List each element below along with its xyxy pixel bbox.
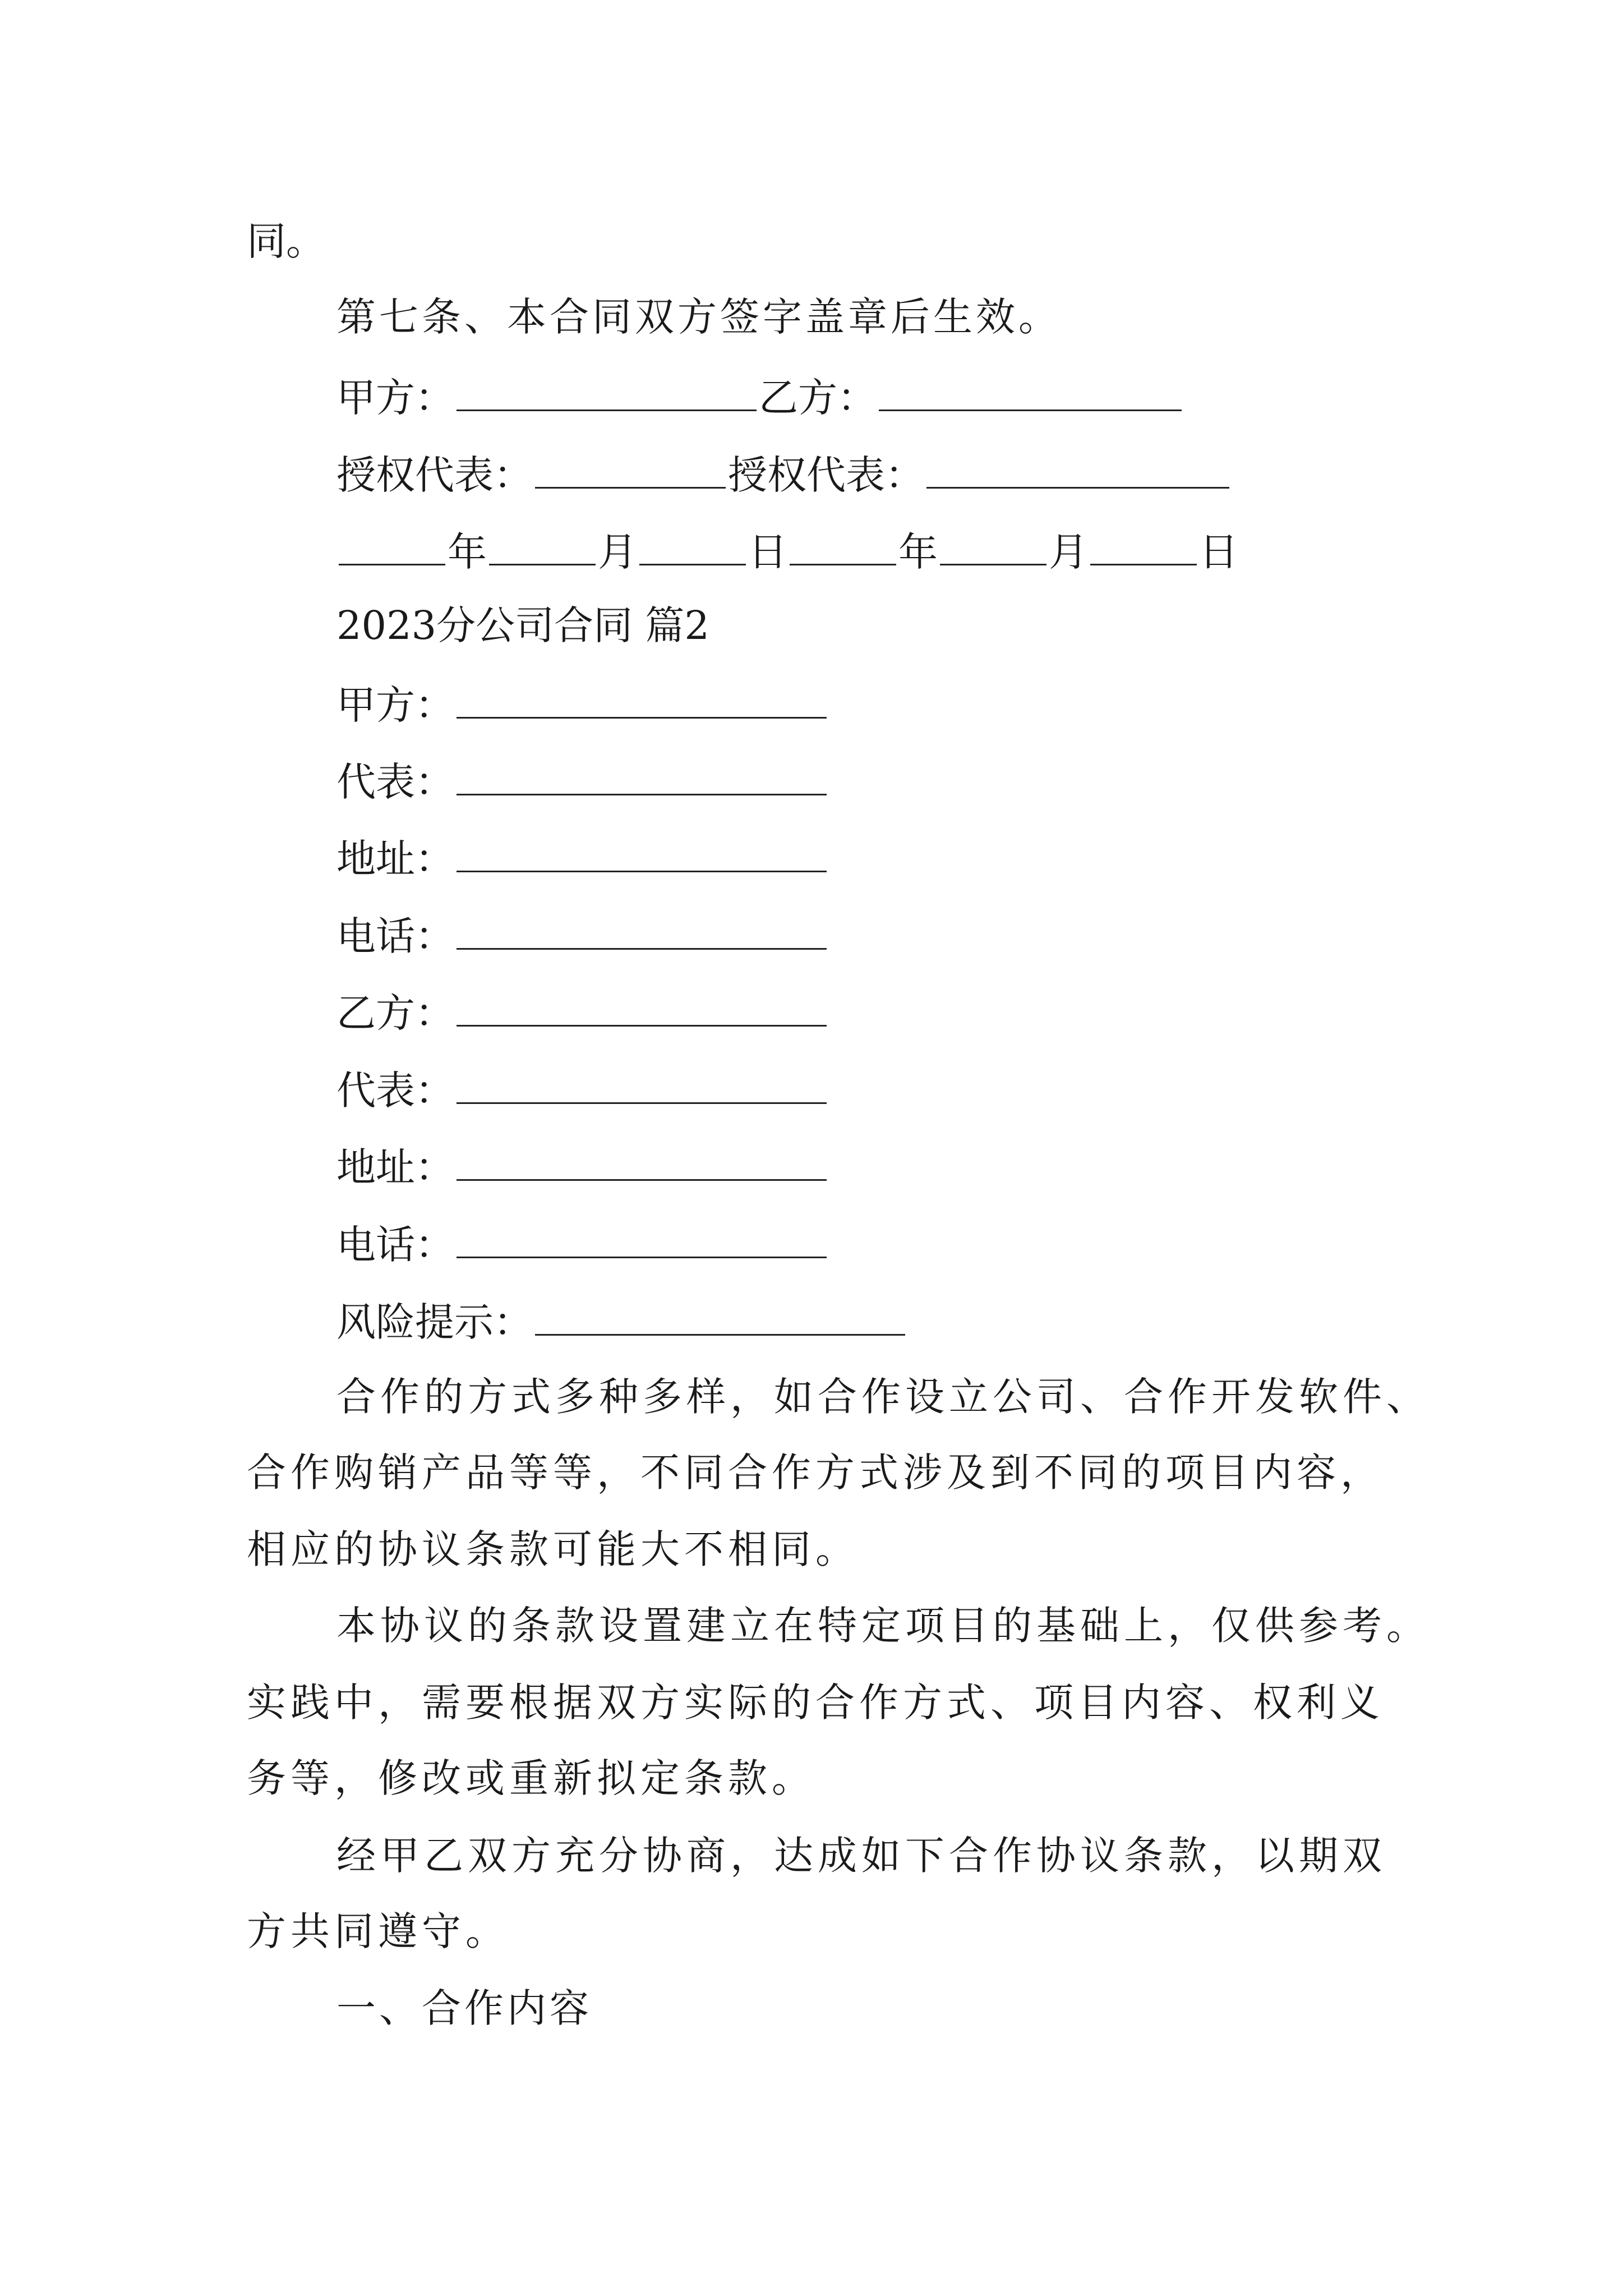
section-title: 一、合作内容 — [336, 1985, 592, 2031]
field-label: 电话： — [336, 1222, 454, 1268]
paragraph-line: 合作购销产品等等，不同合作方式涉及到不同的项目内容， — [247, 1450, 1384, 1496]
day-a-blank[interactable] — [639, 530, 746, 565]
party-a-blank[interactable] — [457, 376, 757, 411]
field-label: 地址： — [336, 836, 454, 882]
month-a-blank[interactable] — [489, 530, 596, 565]
field-label: 代表： — [336, 1068, 454, 1114]
day-label: 日 — [1199, 529, 1238, 575]
rep-b-blank[interactable] — [926, 453, 1229, 489]
field-blank[interactable] — [457, 914, 827, 950]
field-label: 甲方： — [336, 682, 454, 728]
signature-row-dates — [336, 529, 1238, 575]
paragraph-line: 实践中，需要根据双方实际的合作方式、项目内容、权利义 — [247, 1680, 1384, 1726]
party-b-label: 乙方： — [759, 375, 877, 421]
form-field-party-a — [336, 682, 829, 728]
party-b-blank[interactable] — [879, 376, 1182, 411]
article-seven: 第七条、本合同双方签字盖章后生效。 — [336, 294, 1061, 340]
signature-row-reps — [336, 452, 1232, 498]
form-field-phone-b — [336, 1222, 829, 1268]
paragraph-line: 本协议的条款设置建立在特定项目的基础上，仅供参考。 — [336, 1603, 1430, 1649]
year-label: 年 — [898, 529, 938, 575]
field-blank[interactable] — [457, 991, 827, 1027]
signature-row-parties — [336, 375, 1184, 421]
month-b-blank[interactable] — [940, 530, 1046, 565]
form-field-rep-b — [336, 1068, 829, 1114]
year-label: 年 — [448, 529, 487, 575]
field-label: 电话： — [336, 913, 454, 959]
rep-b-label: 授权代表： — [728, 452, 924, 498]
form-field-address-a — [336, 836, 829, 882]
field-label: 地址： — [336, 1144, 454, 1190]
section-heading: 2023分公司合同 篇2 — [336, 602, 709, 648]
form-field-party-b — [336, 990, 829, 1036]
paragraph-line: 方共同遵守。 — [247, 1908, 509, 1954]
day-b-blank[interactable] — [1090, 530, 1197, 565]
form-field-risk — [336, 1299, 907, 1345]
field-blank[interactable] — [457, 837, 827, 872]
day-label: 日 — [748, 529, 787, 575]
field-label: 乙方： — [336, 990, 454, 1036]
paragraph-line: 务等，修改或重新拟定条款。 — [247, 1755, 815, 1801]
field-blank[interactable] — [457, 1069, 827, 1104]
field-label: 代表： — [336, 759, 454, 805]
party-a-label: 甲方： — [336, 375, 454, 421]
year-a-blank[interactable] — [339, 530, 445, 565]
month-label: 月 — [1049, 529, 1088, 575]
field-blank[interactable] — [535, 1300, 905, 1336]
field-blank[interactable] — [457, 683, 827, 719]
field-label: 风险提示： — [336, 1299, 533, 1345]
paragraph-line: 相应的协议条款可能大不相同。 — [247, 1526, 859, 1572]
form-field-phone-a — [336, 913, 829, 959]
month-label: 月 — [598, 529, 637, 575]
field-blank[interactable] — [457, 1145, 827, 1181]
text-line: 同。 — [247, 218, 325, 264]
rep-a-label: 授权代表： — [336, 452, 533, 498]
field-blank[interactable] — [457, 760, 827, 795]
year-b-blank[interactable] — [790, 530, 896, 565]
form-field-address-b — [336, 1144, 829, 1190]
paragraph-line: 合作的方式多种多样，如合作设立公司、合作开发软件、 — [336, 1374, 1430, 1420]
rep-a-blank[interactable] — [535, 453, 726, 489]
form-field-rep-a — [336, 759, 829, 805]
paragraph-line: 经甲乙双方充分协商，达成如下合作协议条款，以期双 — [336, 1833, 1386, 1879]
field-blank[interactable] — [457, 1223, 827, 1258]
